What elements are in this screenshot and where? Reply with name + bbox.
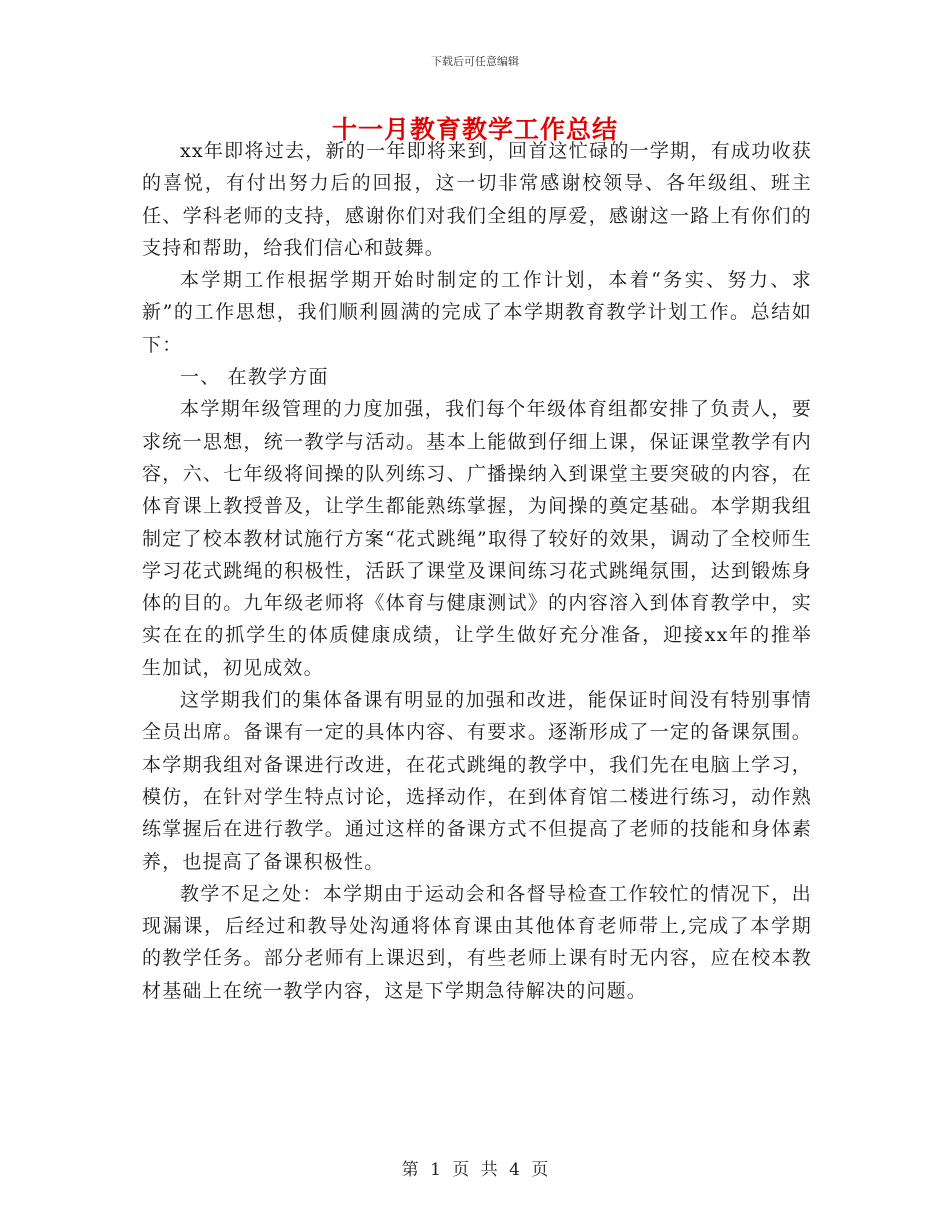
paragraph-lesson-prep: 这学期我们的集体备课有明显的加强和改进，能保证时间没有特别事情全员出席。备课有一定的具体内容、有要求。逐渐形成了一定的备课氛围。本学期我组对备课进行改进，在花式跳绳的教学中，我们先在电脑上学习，模仿，在针对学生特点讨论，选择动作，在到体育馆二楼进行练习，动作熟练掌握后在进行教学。通过这样的备课方式不但提高了老师的技能和身体素养，也提高了备课积极性。 [142, 689, 812, 873]
header-note: 下载后可任意编辑 [431, 55, 519, 68]
document-title: 十一月教育教学工作总结 [331, 115, 618, 144]
paragraph-shortcomings: 教学不足之处：本学期由于运动会和各督导检查工作较忙的情况下，出现漏课，后经过和教导处沟通将体育课由其他体育老师带上,完成了本学期的教学任务。部分老师有上课迟到，有些老师上课有时无内容，应在校本教材基础上在统一教学内容，这是下学期急待解决的问题。 [142, 882, 812, 1002]
paragraph-grade-management: 本学期年级管理的力度加强，我们每个年级体育组都安排了负责人，要求统一思想，统一教学与活动。基本上能做到仔细上课，保证课堂教学有内容，六、七年级将间操的队列练习、广播操纳入到课堂主要突破的内容，在体育课上教授普及，让学生都能熟练掌握，为间操的奠定基础。本学期我组制定了校本教材试施行方案“花式跳绳”取得了较好的效果，调动了全校师生学习花式跳绳的积极性，活跃了课堂及课间练习花式跳绳氛围，达到锻炼身体的目的。九年级老师将《体育与健康测试》的内容溶入到体育教学中，实实在在的抓学生的体质健康成绩，让学生做好充分准备，迎接xx年的推举生加试，初见成效。 [142, 398, 812, 679]
paragraph-overview: 本学期工作根据学期开始时制定的工作计划，本着“务实、努力、求新”的工作思想，我们顺利圆满的完成了本学期教育教学计划工作。总结如下： [142, 269, 812, 356]
section-heading-teaching: 一、 在教学方面 [180, 366, 329, 389]
page-number: 第 1 页 共 4 页 [401, 1160, 549, 1180]
paragraph-intro: xx年即将过去，新的一年即将来到，回首这忙碌的一学期，有成功收获的喜悦，有付出努力后的回报，这一切非常感谢校领导、各年级组、班主任、学科老师的支持，感谢你们对我们全组的厚爱，感谢这一路上有你们的支持和帮助，给我们信心和鼓舞。 [142, 140, 812, 259]
document-body [142, 135, 812, 1007]
